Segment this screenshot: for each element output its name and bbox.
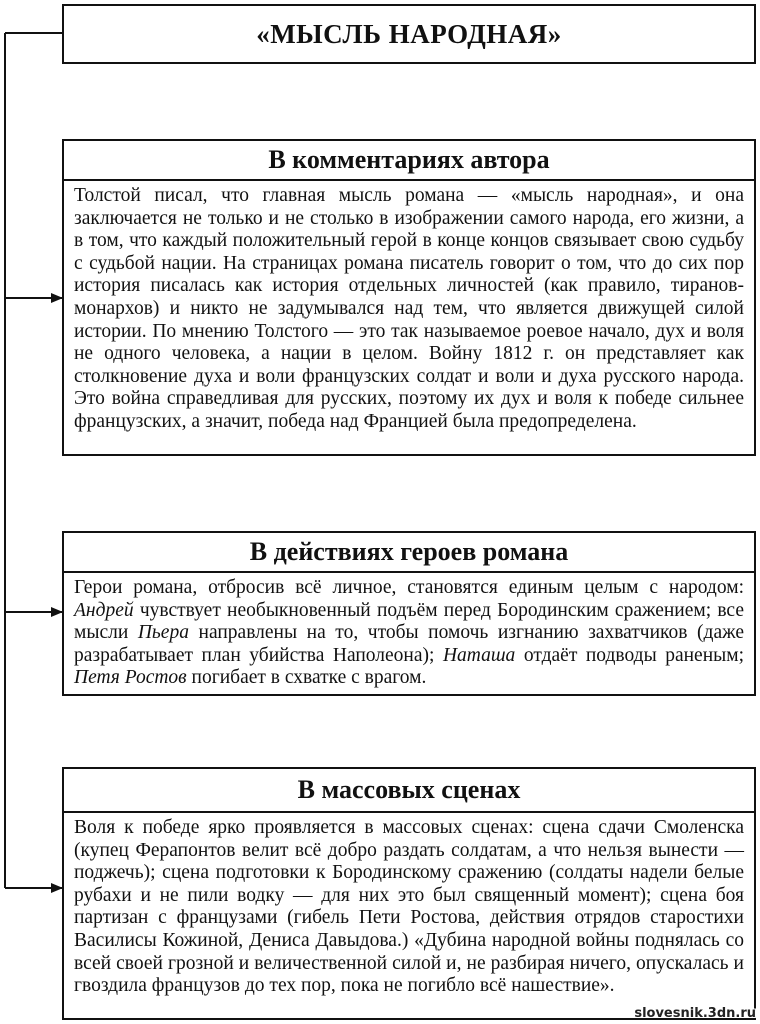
section-body-mass-scenes xyxy=(62,813,756,1020)
section-2-text-3: направлены на то, чтобы помочь изгнанию захватчиков (даже разрабатывает план убийства Наполеона); xyxy=(74,622,745,666)
hero-pierre: Пьера xyxy=(137,622,189,644)
section-2-text-2: чувствует необыкновенный подъём перед Бородинским сражением; все мысли xyxy=(74,599,744,644)
section-1-heading: В комментариях автора xyxy=(268,145,550,174)
section-2-text-4: отдаёт подводы раненым; xyxy=(515,644,744,666)
main-title: «МЫСЛЬ НАРОДНАЯ» xyxy=(256,18,562,49)
hero-natasha: Наташа xyxy=(442,644,516,666)
watermark: slovesnik.3dn.ru xyxy=(634,1006,756,1021)
hero-petya-rostov: Петя Ростов xyxy=(74,667,187,689)
section-2-text-5: погибает в схватке с врагом. xyxy=(186,667,427,689)
section-body-heroes-actions xyxy=(62,573,756,696)
section-heading-heroes-actions xyxy=(62,531,756,573)
section-2-text-1: Герои романа, отбросив всё личное, становятся единым целым с народом: xyxy=(74,577,744,598)
main-title-box xyxy=(62,4,756,64)
section-body-author-comments xyxy=(62,181,756,456)
hero-andrey: Андрей xyxy=(74,599,134,621)
section-3-text: Воля к победе ярко проявляется в массовых сценах: сцена сдачи Смоленска (купец Ферапонтов велит всё добро раздать солдатам, а что нельзя вынести — поджечь); сцена подготовки к Бородинскому сражению (солдаты надели белые рубахи и не пили водку — для них это был священный момент); сцена боя партизан с французами (гибель Пети Ростова, действия отрядов старостихи Василисы Кожиной, Дениса Давыдова.) «Дубина народной войны поднялась со всей своей грозной и величественной силой и, не разбирая ничего, опускалась и гвоздила французов до тех пор, пока не погибло всё нашествие». xyxy=(74,817,744,997)
section-2-heading: В действиях героев романа xyxy=(249,537,569,566)
section-heading-mass-scenes xyxy=(62,767,756,813)
section-heading-author-comments xyxy=(62,139,756,181)
section-3-heading: В массовых сценах xyxy=(297,775,521,804)
section-1-text: Толстой писал, что главная мысль романа — «мысль народная», и она заключается не только и не столько в изображении самого народа, его жизни, а в том, что каждый положительный герой в конце концов связывает свою судьбу с судьбой нации. На страницах романа писатель говорит о том, что до сих пор история писалась как история отдельных личностей (как правило, тиранов-монархов) и никто не задумывался над тем, что является движущей силой истории. По мнению Толстого — это так называемое роевое начало, дух и воля не одного человека, а нации в целом. Войну 1812 г. он представляет как столкновение духа и воли французских солдат и воли и духа русского народа. Это война справедливая для русских, поэтому их дух и воля к победе сильнее французских, а значит, победа над Францией была предопределена. xyxy=(74,185,744,432)
